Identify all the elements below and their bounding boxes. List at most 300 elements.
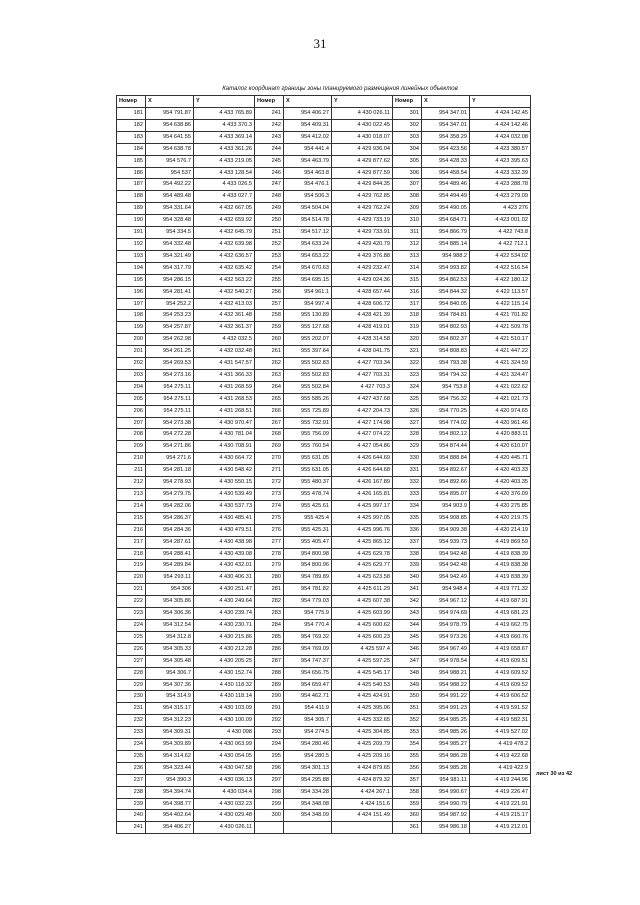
table-row [117,262,531,274]
y-coordinate: 4 429 762.24 [332,203,393,215]
point-number: 183 [117,131,146,143]
point-number: 280 [255,572,284,584]
point-number: 342 [393,596,422,608]
x-coordinate: 954 756.32 [422,393,470,405]
x-coordinate: 954 272.28 [146,429,194,441]
point-number: 332 [393,477,422,489]
x-coordinate: 954 973.26 [422,631,470,643]
x-coordinate: 954 348.09 [284,810,332,822]
x-coordinate: 954 309.89 [146,739,194,751]
x-coordinate: 954 775.9 [284,608,332,620]
point-number: 356 [393,762,422,774]
x-coordinate: 954 866.79 [422,227,470,239]
x-coordinate: 954 261.25 [146,346,194,358]
x-coordinate: 955 732.91 [284,417,332,429]
point-number: 235 [117,750,146,762]
y-coordinate: 4 427 703.3 [332,381,393,393]
point-number: 346 [393,643,422,655]
table-row [117,536,531,548]
point-number: 295 [255,750,284,762]
x-coordinate: 954 978.54 [422,655,470,667]
x-coordinate: 955 502.84 [284,381,332,393]
x-coordinate: 954 348.08 [284,798,332,810]
x-coordinate: 954 257.87 [146,322,194,334]
sheet-label: лист 30 из 42 [536,771,573,777]
point-number: 202 [117,358,146,370]
x-coordinate: 954 463.79 [284,155,332,167]
point-number: 340 [393,572,422,584]
y-coordinate: 4 419 658.67 [470,643,531,655]
x-coordinate: 954 312.8 [146,631,194,643]
y-coordinate: 4 419 212.01 [470,822,531,834]
x-coordinate: 954 789.89 [284,572,332,584]
y-coordinate: 4 420 445.71 [470,453,531,465]
x-coordinate: 954 908.85 [422,512,470,524]
y-coordinate: 4 426 644.69 [332,453,393,465]
point-number: 318 [393,310,422,322]
y-coordinate: 4 428 419.01 [332,322,393,334]
point-number: 241 [117,822,146,834]
table-row [117,512,531,524]
point-number: 341 [393,584,422,596]
x-coordinate: 954 273.38 [146,417,194,429]
y-coordinate: 4 430 537.73 [194,500,255,512]
point-number: 184 [117,143,146,155]
table-row [117,429,531,441]
point-number: 213 [117,489,146,501]
y-coordinate: 4 423 380.57 [470,143,531,155]
y-coordinate: 4 422 180.12 [470,274,531,286]
table-row [117,334,531,346]
y-coordinate: 4 432 032.48 [194,346,255,358]
table-row [117,584,531,596]
x-coordinate: 954 942.48 [422,560,470,572]
y-coordinate: 4 419 609.52 [470,679,531,691]
x-coordinate: 954 301.13 [284,762,332,774]
point-number: 225 [117,631,146,643]
point-number: 347 [393,655,422,667]
x-coordinate: 954 939.73 [422,536,470,548]
x-coordinate: 954 286.37 [146,512,194,524]
point-number: 229 [117,679,146,691]
y-coordinate: 4 430 251.47 [194,584,255,596]
point-number: 337 [393,536,422,548]
y-coordinate: 4 427 204.73 [332,405,393,417]
y-coordinate: 4 419 478.2 [470,739,531,751]
y-coordinate: 4 430 118.32 [194,679,255,691]
y-coordinate: 4 426 165.81 [332,489,393,501]
point-number: 321 [393,346,422,358]
y-coordinate: 4 430 439.08 [194,548,255,560]
y-coordinate: 4 430 026.11 [332,108,393,120]
y-coordinate: 4 419 221.91 [470,798,531,810]
y-coordinate: 4 420 376.09 [470,489,531,501]
point-number: 215 [117,512,146,524]
point-number: 185 [117,155,146,167]
point-number: 317 [393,298,422,310]
x-coordinate: 954 492.22 [146,179,194,191]
x-coordinate: 954 769.32 [284,631,332,643]
x-coordinate: 954 517.12 [284,227,332,239]
x-coordinate: 955 425.31 [284,524,332,536]
point-number: 288 [255,667,284,679]
x-coordinate: 954 695.15 [284,274,332,286]
y-coordinate: 4 423 395.63 [470,155,531,167]
table-row [117,762,531,774]
x-coordinate: 954 978.79 [422,619,470,631]
table-row [117,441,531,453]
x-coordinate: 954 347.01 [422,119,470,131]
x-coordinate: 954 305.48 [146,655,194,667]
table-row [117,250,531,262]
point-number: 314 [393,262,422,274]
x-coordinate: 954 307.36 [146,679,194,691]
point-number: 192 [117,238,146,250]
point-number: 222 [117,596,146,608]
y-coordinate: 4 425 607.38 [332,596,393,608]
point-number: 208 [117,429,146,441]
y-coordinate: 4 422 712.1 [470,238,531,250]
x-coordinate: 954 315.17 [146,703,194,715]
x-coordinate: 954 993.82 [422,262,470,274]
x-coordinate: 954 576.7 [146,155,194,167]
header-number-2: Номер [255,96,284,108]
y-coordinate: 4 422 516.54 [470,262,531,274]
point-number: 256 [255,286,284,298]
y-coordinate: 4 432 361.48 [194,310,255,322]
x-coordinate: 954 428.33 [422,155,470,167]
header-number-3: Номер [393,96,422,108]
y-coordinate: 4 430 432.01 [194,560,255,572]
point-number: 236 [117,762,146,774]
y-coordinate: 4 424 267.1 [332,786,393,798]
y-coordinate: 4 432 540.27 [194,286,255,298]
table-row [117,155,531,167]
y-coordinate: 4 430 249.64 [194,596,255,608]
y-coordinate: 4 430 036.13 [194,774,255,786]
x-coordinate: 954 888.84 [422,453,470,465]
y-coordinate: 4 422 743.8 [470,227,531,239]
y-coordinate: 4 420 961.46 [470,417,531,429]
table-row [117,572,531,584]
point-number: 234 [117,739,146,751]
x-coordinate: 954 489.48 [146,191,194,203]
point-number: 230 [117,691,146,703]
x-coordinate: 954 638.86 [146,119,194,131]
y-coordinate: 4 433 370.3 [194,119,255,131]
point-number: 315 [393,274,422,286]
x-coordinate: 954 284.36 [146,524,194,536]
x-coordinate: 954 991.22 [422,691,470,703]
x-coordinate: 954 280.46 [284,739,332,751]
point-number: 353 [393,727,422,739]
y-coordinate: 4 429 877.59 [332,167,393,179]
point-number: 194 [117,262,146,274]
table-row [117,215,531,227]
table-row [117,393,531,405]
y-coordinate: 4 429 877.62 [332,155,393,167]
point-number: 333 [393,489,422,501]
point-number: 257 [255,298,284,310]
point-number: 241 [255,108,284,120]
point-number: 200 [117,334,146,346]
point-number: 216 [117,524,146,536]
point-number: 266 [255,405,284,417]
x-coordinate: 955 130.89 [284,310,332,322]
x-coordinate: 954 323.44 [146,762,194,774]
table-row [117,619,531,631]
point-number: 270 [255,453,284,465]
point-number: 285 [255,631,284,643]
point-number: 298 [255,786,284,798]
table-caption: Каталог координат границы зоны планируемого размещения линейных объектов [222,86,458,92]
y-coordinate: 4 425 865.12 [332,536,393,548]
y-coordinate: 4 420 219.75 [470,512,531,524]
table-row [117,727,531,739]
point-number: 301 [393,108,422,120]
point-number: 205 [117,393,146,405]
x-coordinate: 954 770.4 [284,619,332,631]
point-number [255,822,284,834]
x-coordinate: 954 862.53 [422,274,470,286]
y-coordinate: 4 423 332.39 [470,167,531,179]
y-coordinate: 4 432 563.22 [194,274,255,286]
point-number: 297 [255,774,284,786]
y-coordinate: 4 430 550.15 [194,477,255,489]
x-coordinate: 954 406.27 [146,822,194,834]
x-coordinate: 954 278.93 [146,477,194,489]
point-number: 349 [393,679,422,691]
table-header-row [117,96,531,108]
x-coordinate: 954 306.7 [146,667,194,679]
point-number: 271 [255,465,284,477]
point-number: 302 [393,119,422,131]
x-coordinate: 954 458.54 [422,167,470,179]
point-number: 240 [117,810,146,822]
table-row [117,167,531,179]
x-coordinate: 954 305.7 [284,715,332,727]
y-coordinate: 4 423 001.02 [470,215,531,227]
point-number: 250 [255,215,284,227]
x-coordinate: 954 633.24 [284,238,332,250]
point-number: 281 [255,584,284,596]
y-coordinate: 4 425 629.77 [332,560,393,572]
x-coordinate: 954 280.5 [284,750,332,762]
x-coordinate: 954 328.48 [146,215,194,227]
y-coordinate: 4 421 701.82 [470,310,531,322]
y-coordinate: 4 424 032.08 [470,131,531,143]
y-coordinate: 4 425 597.4 [332,643,393,655]
x-coordinate: 954 476.1 [284,179,332,191]
point-number: 354 [393,739,422,751]
y-coordinate: 4 433 765.89 [194,108,255,120]
y-coordinate: 4 427 437.68 [332,393,393,405]
y-coordinate: 4 428 041.75 [332,346,393,358]
table-row [117,346,531,358]
x-coordinate: 954 305.86 [146,596,194,608]
table-row [117,358,531,370]
x-coordinate: 954 800.96 [284,560,332,572]
x-coordinate: 955 760.54 [284,441,332,453]
point-number: 249 [255,203,284,215]
point-number: 275 [255,512,284,524]
y-coordinate: 4 425 600.23 [332,631,393,643]
x-coordinate: 954 774.02 [422,417,470,429]
y-coordinate: 4 430 054.05 [194,750,255,762]
point-number: 316 [393,286,422,298]
point-number: 224 [117,619,146,631]
point-number: 181 [117,108,146,120]
y-coordinate: 4 429 232.47 [332,262,393,274]
x-coordinate: 954 321.49 [146,250,194,262]
point-number: 344 [393,619,422,631]
table-row [117,631,531,643]
point-number: 260 [255,334,284,346]
x-coordinate: 954 997.4 [284,298,332,310]
point-number: 279 [255,560,284,572]
point-number: 212 [117,477,146,489]
point-number: 352 [393,715,422,727]
y-coordinate: 4 419 662.75 [470,619,531,631]
point-number: 274 [255,500,284,512]
y-coordinate: 4 424 879.32 [332,774,393,786]
y-coordinate: 4 425 209.79 [332,739,393,751]
x-coordinate: 955 756.09 [284,429,332,441]
point-number: 335 [393,512,422,524]
y-coordinate: 4 430 100.09 [194,715,255,727]
y-coordinate: 4 427 703.31 [332,369,393,381]
table-row [117,203,531,215]
x-coordinate: 954 794.32 [422,369,470,381]
x-coordinate: 954 504.04 [284,203,332,215]
y-coordinate: 4 425 209.16 [332,750,393,762]
table-row [117,822,531,834]
point-number: 299 [255,798,284,810]
y-coordinate: 4 432 636.57 [194,250,255,262]
y-coordinate: 4 432 635.42 [194,262,255,274]
y-coordinate: 4 419 582.31 [470,715,531,727]
x-coordinate: 954 306 [146,584,194,596]
point-number: 218 [117,548,146,560]
point-number: 309 [393,203,422,215]
x-coordinate: 954 684.71 [422,215,470,227]
y-coordinate: 4 430 438.98 [194,536,255,548]
table-row [117,131,531,143]
x-coordinate: 954 347.01 [422,108,470,120]
x-coordinate: 954 793.38 [422,358,470,370]
y-coordinate: 4 423 288.78 [470,179,531,191]
y-coordinate: 4 425 611.29 [332,584,393,596]
x-coordinate: 954 406.27 [284,108,332,120]
table-row [117,453,531,465]
point-number: 248 [255,191,284,203]
y-coordinate: 4 424 151.49 [332,810,393,822]
point-number: 351 [393,703,422,715]
point-number: 361 [393,822,422,834]
y-coordinate: 4 421 324.47 [470,369,531,381]
y-coordinate: 4 419 609.52 [470,667,531,679]
y-coordinate: 4 430 205.25 [194,655,255,667]
x-coordinate: 954 334.28 [284,786,332,798]
point-number: 287 [255,655,284,667]
point-number: 269 [255,441,284,453]
point-number: 239 [117,798,146,810]
point-number: 196 [117,286,146,298]
y-coordinate: 4 429 420.79 [332,238,393,250]
y-coordinate: 4 420 403.33 [470,465,531,477]
table-row [117,596,531,608]
header-x-1: X [146,96,194,108]
point-number: 303 [393,131,422,143]
x-coordinate: 954 747.37 [284,655,332,667]
y-coordinate: 4 429 024.36 [332,274,393,286]
point-number: 334 [393,500,422,512]
table-row [117,798,531,810]
y-coordinate: 4 425 545.17 [332,667,393,679]
y-coordinate: 4 425 997.17 [332,500,393,512]
y-coordinate: 4 425 395.06 [332,703,393,715]
header-number-1: Номер [117,96,146,108]
x-coordinate: 954 441.4 [284,143,332,155]
point-number: 246 [255,167,284,179]
y-coordinate: 4 429 733.91 [332,227,393,239]
point-number: 263 [255,369,284,381]
table-row [117,774,531,786]
y-coordinate: 4 422 113.57 [470,286,531,298]
point-number: 330 [393,453,422,465]
x-coordinate: 954 271.6 [146,453,194,465]
x-coordinate: 954 252.2 [146,298,194,310]
x-coordinate: 954 281.41 [146,286,194,298]
y-coordinate: 4 430 664.72 [194,453,255,465]
point-number: 231 [117,703,146,715]
table-row [117,191,531,203]
point-number: 262 [255,358,284,370]
x-coordinate: 954 411.9 [284,703,332,715]
x-coordinate: 954 295.88 [284,774,332,786]
point-number: 310 [393,215,422,227]
table-row [117,108,531,120]
point-number: 291 [255,703,284,715]
x-coordinate: 954 987.92 [422,810,470,822]
y-coordinate: 4 425 600.62 [332,619,393,631]
x-coordinate: 954 844.32 [422,286,470,298]
x-coordinate: 954 271.86 [146,441,194,453]
y-coordinate: 4 425 997.05 [332,512,393,524]
point-number: 238 [117,786,146,798]
y-coordinate: 4 433 026.5 [194,179,255,191]
x-coordinate: 955 405.47 [284,536,332,548]
x-coordinate: 954 840.05 [422,298,470,310]
x-coordinate: 954 948.4 [422,584,470,596]
y-coordinate: 4 427 174.98 [332,417,393,429]
y-coordinate: 4 425 424.91 [332,691,393,703]
point-number: 320 [393,334,422,346]
y-coordinate: 4 430 539.49 [194,489,255,501]
y-coordinate: 4 428 657.44 [332,286,393,298]
table-row [117,715,531,727]
point-number: 201 [117,346,146,358]
x-coordinate: 954 988.2 [422,250,470,262]
point-number: 273 [255,489,284,501]
y-coordinate: 4 429 376.88 [332,250,393,262]
y-coordinate: 4 427 054.86 [332,441,393,453]
y-coordinate: 4 430 018.07 [332,131,393,143]
x-coordinate: 954 988.22 [422,679,470,691]
x-coordinate: 954 909.38 [422,524,470,536]
point-number: 327 [393,417,422,429]
table-row [117,310,531,322]
